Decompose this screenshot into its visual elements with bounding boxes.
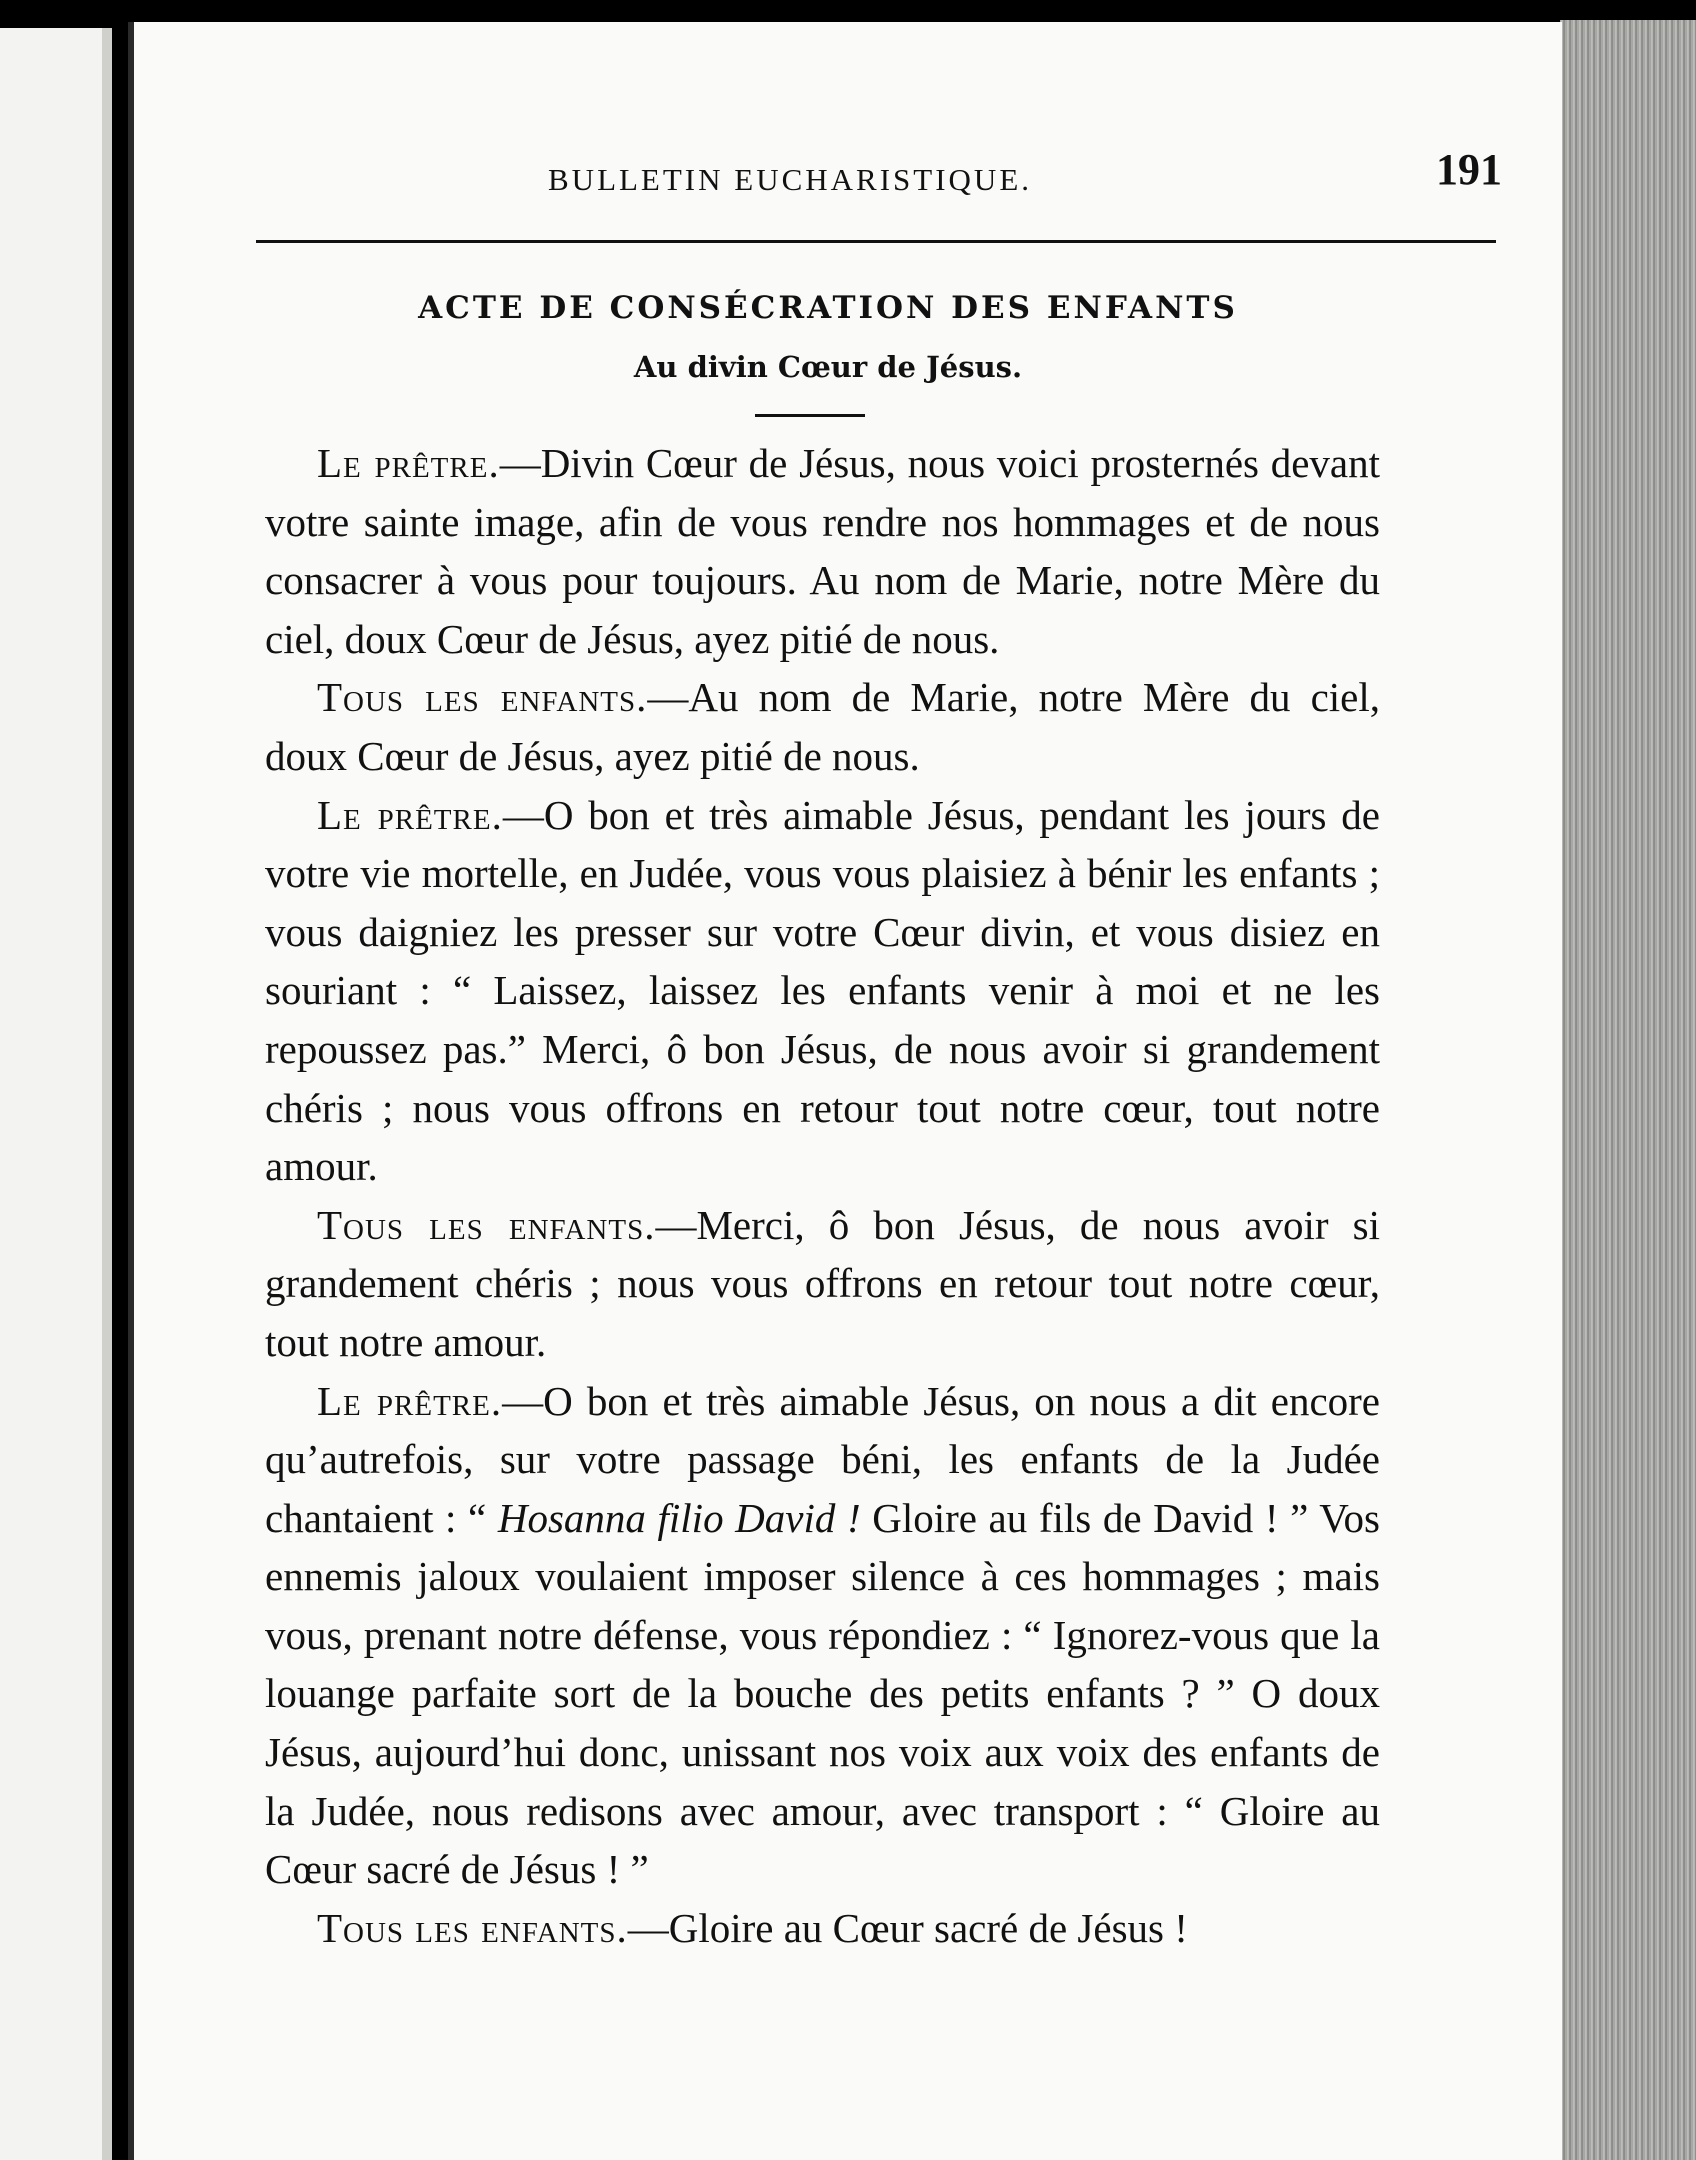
book-page [128,22,1562,2160]
paragraph-text: —Gloire au Cœur sacré de Jésus ! [627,1904,1188,1951]
paragraph-text: Gloire au fils de David ! ” Vos ennemis jaloux voulaient imposer silence à ces hommages ; mais vous, prenant notre défense, vous répondiez : “ Ignorez-vous que la louange parfaite sort de la bouche des petits enfants ? ” O doux Jésus, aujourd’hui donc, unissant nos voix aux voix des enfants de la Judée, nous redisons avec amour, avec transport : “ Gloire au Cœur sacré de Jésus ! ” [265,1494,1380,1893]
facing-page-edge [0,28,112,2160]
paragraph [265,1196,1380,1372]
speaker-label: Tous les enfants. [317,1904,628,1951]
header-rule [256,240,1496,243]
body-text [265,434,1380,1957]
speaker-label: Tous les enfants. [317,674,648,721]
paragraph [265,434,1380,668]
paragraph-text: —Au nom de Marie, notre Mère du ciel, doux Cœur de Jésus, ayez pitié de nous. [265,674,1380,779]
speaker-label: Le prêtre. [317,1377,503,1424]
italic-quote: Hosanna filio David ! [497,1494,861,1541]
paragraph [265,668,1380,785]
paragraph-text: —O bon et très aimable Jésus, pendant les jours de votre vie mortelle, en Judée, vous vous plaisiez à bénir les enfants ; vous daigniez les presser sur votre Cœur divin, et vous disiez en souriant : “ Laissez, laissez les enfants venir à moi et ne les repoussez pas.” Merci, ô bon Jésus, de nous avoir si grandement chéris ; nous vous offrons en retour tout notre cœur, tout notre amour. [265,791,1380,1190]
paragraph [265,1899,1380,1958]
speaker-label: Le prêtre. [317,791,503,838]
section-subtitle: Au divin Cœur de Jésus. [633,350,1023,384]
page-number: 191 [1436,145,1502,194]
book-page-edges [1560,20,1696,2160]
paragraph [265,1372,1380,1899]
speaker-label: Tous les enfants. [317,1201,656,1248]
speaker-label: Le prêtre. [317,440,500,486]
title-rule [755,414,865,417]
paragraph-text: —Merci, ô bon Jésus, de nous avoir si grandement chéris ; nous vous offrons en retour tout notre cœur, tout notre amour. [265,1201,1380,1365]
section-title: ACTE DE CONSÉCRATION DES ENFANTS [418,290,1238,326]
paragraph-text: —O bon et très aimable Jésus, on nous a dit encore qu’autrefois, sur votre passage béni, les enfants de la Judée chantaient : “ [265,1377,1380,1541]
paragraph-text: —Divin Cœur de Jésus, nous voici prosternés devant votre sainte image, afin de vous rendre nos hommages et de nous consacrer à vous pour toujours. Au nom de Marie, notre Mère du ciel, doux Cœur de Jésus, ayez pitié de nous. [265,440,1381,662]
paragraph [265,786,1380,1196]
running-title: BULLETIN EUCHARISTIQUE. [548,162,1033,197]
